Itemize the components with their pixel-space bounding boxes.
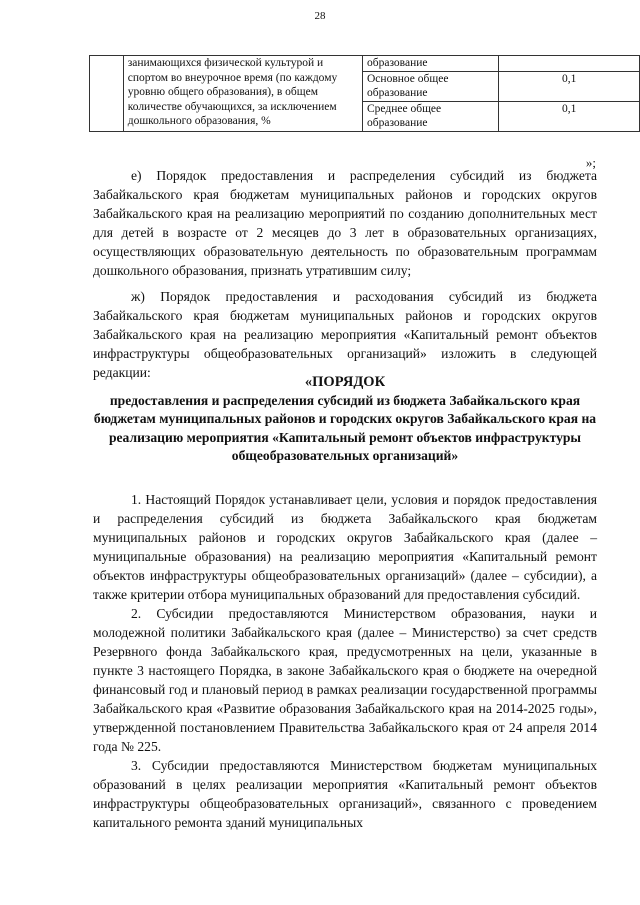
indicator-value-cell [499, 56, 640, 72]
paragraph-e-container [93, 166, 597, 280]
education-level-cell: образование [363, 56, 499, 72]
education-level-cell: Среднее общее образование [363, 101, 499, 131]
education-level-cell: Основное общее образование [363, 71, 499, 101]
order-item-3: 3. Субсидии предоставляются Министерством бюджетам муниципальных образований в целях реализации мероприятия «Капитальный ремонт объектов инфраструктуры общеобразовательных организаций», связанного с проведением капитального ремонта зданий муниципальных [93, 758, 597, 830]
order-heading [93, 373, 597, 466]
paragraph-zh-container [93, 287, 597, 382]
indicator-table [89, 55, 640, 132]
order-item-1: 1. Настоящий Порядок устанавливает цели, условия и порядок предоставления и распределения субсидий из бюджета Забайкальского края бюджетам муниципальных районов и городских округов Забайкальского края (далее – муниципальные образования) на реализацию мероприятия «Капитальный ремонт объектов инфраструктуры общеобразовательных организаций» (далее – субсидии), а также критерии отбора муниципальных образований для предоставления субсидий. [93, 492, 597, 602]
indicator-value-cell: 0,1 [499, 71, 640, 101]
closing-quote-mark: »; [585, 155, 596, 170]
table-cell-empty [90, 56, 124, 132]
paragraph-e: е) Порядок предоставления и распределения субсидий из бюджета Забайкальского края бюджетам муниципальных районов и городских округов Забайкальского края на реализацию мероприятий по созданию дополнительных мест для детей в возрасте от 2 месяцев до 3 лет в образовательных организациях, осуществляющих образовательную деятельность по образовательным программам дошкольного образования, признать утратившим силу; [93, 168, 597, 278]
paragraph-zh: ж) Порядок предоставления и расходования субсидий из бюджета Забайкальского края бюджетам муниципальных районов и городских округов Забайкальского края на реализацию мероприятия «Капитальный ремонт объектов инфраструктуры общеобразовательных организаций» изложить в следующей редакции: [93, 289, 597, 380]
indicator-value-cell: 0,1 [499, 101, 640, 131]
indicator-description-cell: занимающихся физической культурой и спортом во внеурочное время (по каждому уровню общего образования), в общем количестве обучающихся, за исключением дошкольного образования, % [123, 56, 362, 132]
page-number: 28 [314, 10, 326, 22]
order-heading-subtitle: предоставления и распределения субсидий из бюджета Забайкальского края бюджетам муниципальных районов и городских округов Забайкальского края на реализацию мероприятия «Капитальный ремонт объектов инфраструктуры общеобразовательных организаций» [93, 392, 597, 463]
order-items [93, 490, 597, 832]
order-item-2: 2. Субсидии предоставляются Министерством образования, науки и молодежной политики Забайкальского края (далее – Министерство) за счет средств Резервного фонда Забайкальского края, предусмотренных на цели, указанные в пункте 3 настоящего Порядка, в законе Забайкальского края о бюджете на очередной финансовый год и плановый период в рамках реализации государственной программы Забайкальского края «Развитие образования Забайкальского края на 2014-2025 годы», утвержденной постановлением Правительства Забайкальского края от 24 апреля 2014 года № 225. [93, 606, 597, 754]
order-heading-title: «ПОРЯДОК [304, 374, 386, 390]
table-row [90, 56, 640, 72]
